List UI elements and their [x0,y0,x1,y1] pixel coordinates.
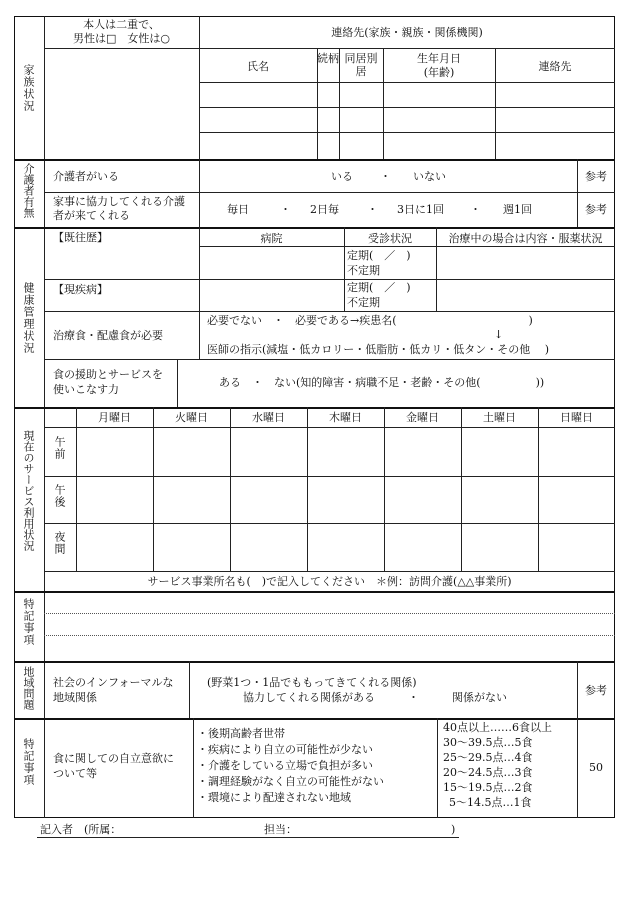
special2-section-label: 特記事項 [22,738,35,786]
footer-recorder: 記入者 (所属： [40,823,122,836]
caregiver-opt-2days[interactable]: 2日毎 [310,203,339,216]
special2-score: 20～24.5点…3食 [443,766,533,779]
caregiver-row2-label1: 家事に協力してくれる介護 [53,195,185,208]
health-food-label2: 使いこなす力 [53,383,119,396]
health-section-label: 健康管理状況 [22,282,35,354]
health-current-label: 【現疾病】 [53,283,108,296]
health-col-treatment: 治療中の場合は内容・服薬状況 [448,232,603,245]
family-section-label: 家族状況 [22,64,35,112]
service-day-2: 水曜日 [252,411,285,424]
special2-score: 40点以上……6食以上 [443,721,552,734]
service-period-1: 午後 [53,484,66,508]
service-day-0: 月曜日 [98,411,131,424]
special2-score: 30～39.5点…5食 [443,736,533,749]
family-col-contact: 連絡先 [538,60,572,73]
health-current-irregular[interactable]: 不定期 [347,296,380,309]
region-label1: 社会のインフォーマルな [53,676,174,689]
service-day-6: 日曜日 [560,411,593,424]
service-period-0: 午前 [53,436,66,460]
special2-score: 15～19.5点…2食 [443,781,533,794]
special1-section-label: 特記事項 [22,598,35,646]
region-line2: 協力してくれる関係がある ・ 関係がない [243,691,507,704]
caregiver-opt-weekly[interactable]: 週1回 [503,203,532,216]
special2-score: 5～14.5点…1食 [449,796,532,809]
special2-label2: ついて等 [53,767,97,780]
special2-item: ・調理経験がなく自立の可能性がない [197,775,384,788]
health-diet-line2: 医師の指示(減塩・低カロリー・低脂肪・低カリ・低タン・その他 ) [207,343,550,356]
caregiver-opt-no[interactable]: いない [413,170,446,183]
health-food-label1: 食の援助とサービスを [53,368,163,381]
footer-close: ) [451,823,456,836]
health-diet-line1: 必要でない ・ 必要である→疾患名( ) [207,314,533,327]
family-col-birth: 生年月日 [417,52,461,65]
family-col-age: (年齢) [423,66,455,79]
caregiver-row2-label2: 者が来てくれる [53,209,130,222]
caregiver-opt-3days[interactable]: 3日に1回 [397,203,444,216]
region-line1: (野菜1つ・1品でももってきてくれる関係) [207,676,417,689]
service-day-1: 火曜日 [175,411,208,424]
region-section-label: 地域問題 [22,666,35,710]
family-contact-header: 連絡先(家族・親族・関係機関) [331,26,483,39]
family-col-name: 氏名 [247,60,269,73]
region-ref: 参考 [585,684,607,697]
caregiver-ref2: 参考 [585,203,607,216]
caregiver-row1-label: 介護者がいる [53,170,119,183]
health-food-options: ある ・ ない(知的障害・病職不足・老齢・その他( )) [219,376,545,389]
family-note-line1: 本人は二重で、 [83,18,160,31]
special2-score: 25～29.5点…4食 [443,751,533,764]
health-col-hospital: 病院 [260,232,283,245]
special2-item: ・介護をしている立場で負担が多い [197,759,373,772]
caregiver-section-label: 介護者有無 [22,163,35,218]
special2-value: 50 [589,761,603,774]
family-note-line2: 男性は□ 女性は○ [73,32,170,45]
caregiver-opt-yes[interactable]: いる [331,170,353,183]
family-col-cohabit: 同居別居 [344,52,378,79]
footer-charge: 担当： [264,823,297,836]
service-day-5: 土曜日 [483,411,516,424]
special2-item: ・疾病により自立の可能性が少ない [197,743,373,756]
special2-item: ・環境により配達されない地域 [197,791,351,804]
service-note: サービス事業所名も( )で記入してください ＊例：訪問介護(△△事業所) [147,575,512,588]
footer-underline [37,837,459,838]
service-day-3: 木曜日 [329,411,362,424]
health-diet-label: 治療食・配慮食が必要 [53,329,163,342]
service-period-2: 夜間 [53,531,66,555]
special2-item: ・後期高齢者世帯 [197,727,285,740]
region-label2: 地域関係 [53,691,97,704]
service-section-label: 現在のサービス利用状況 [22,430,35,551]
health-past-label: 【既往歴】 [53,231,108,244]
special2-label1: 食に関しての自立意欲に [53,752,174,765]
health-diet-arrow: ↓ [494,328,504,341]
health-past-regular[interactable]: 定期( ／ ) [347,249,411,262]
caregiver-opt-daily[interactable]: 毎日 [227,203,249,216]
family-col-relation: 続柄 [317,52,339,65]
health-current-regular[interactable]: 定期( ／ ) [347,281,411,294]
caregiver-ref1: 参考 [585,170,607,183]
health-col-visit: 受診状況 [368,232,412,245]
service-day-4: 金曜日 [406,411,439,424]
caregiver-dot: ・ [380,170,391,183]
health-past-irregular[interactable]: 不定期 [347,264,380,277]
special1-notes-area[interactable] [46,594,613,659]
